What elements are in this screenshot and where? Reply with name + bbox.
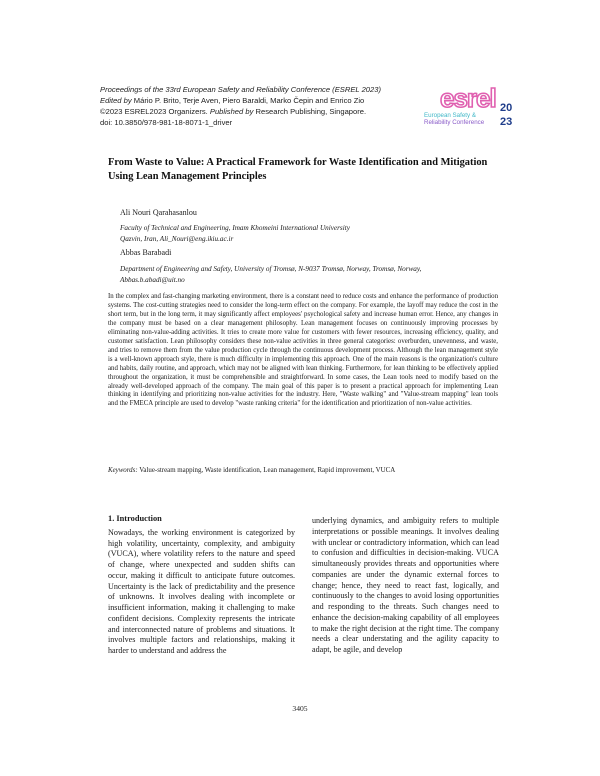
copyright-organizers: ©2023 ESREL2023 Organizers. bbox=[100, 107, 208, 116]
logo-letters: esrel bbox=[440, 83, 496, 113]
author-1-affiliation-line: Faculty of Technical and Engineering, Imam Khomeini International University bbox=[120, 224, 350, 232]
doi: doi: 10.3850/978-981-18-8071-1_driver bbox=[100, 118, 233, 127]
publisher: Research Publishing, Singapore. bbox=[255, 107, 367, 116]
copyright-line bbox=[100, 106, 420, 117]
author-2-affiliation-line: Abbas.b.abadi@uit.no bbox=[120, 275, 185, 284]
logo-year-bottom: 23 bbox=[500, 116, 513, 128]
keywords-line: Keywords: Value-stream mapping, Waste identification, Lean management, Rapid improvement, VUCA bbox=[108, 467, 396, 474]
page-number: 3405 bbox=[292, 704, 308, 713]
logo-year-top: 20 bbox=[500, 102, 513, 114]
logo-subtitle-1: European Safety & bbox=[424, 112, 476, 119]
author-2-affiliation bbox=[120, 264, 421, 285]
editors: Mário P. Brito, Terje Aven, Piero Baraldi, Marko Čepin and Enrico Zio bbox=[133, 96, 365, 105]
esrel-logo bbox=[420, 78, 520, 134]
body-text-left: Nowadays, the working environment is categorized by high volatility, uncertainty, complexity, and ambiguity (VUCA), where volatility refers to the nature and speed of change, where unexpected and sudden shifts can occur, making it difficult to anticipate future outcomes. Uncertainty is the lack of predictability and the presence of unknowns. It involves dealing with incomplete or insufficient information, making it challenging to make confident decisions. Complexity represents the intricate and interconnected nature of problems and situations. It involves multiple factors and relationships, making it harder to understand and address the bbox=[108, 527, 295, 655]
editors-line bbox=[100, 95, 420, 106]
author-2-affiliation-line: Department of Engineering and Safety, University of Tromsø, N-9037 Tromsø, Norway, Tromsø, Norway, bbox=[120, 265, 422, 273]
section-heading: 1. Introduction bbox=[108, 514, 162, 523]
paper-title: From Waste to Value: A Practical Framework for Waste Identification and Mitigation Using Lean Management Principles bbox=[108, 157, 488, 182]
proceedings-title: Proceedings of the 33rd European Safety and Reliability Conference (ESREL 2023) bbox=[100, 85, 382, 94]
proceedings-header bbox=[100, 84, 420, 128]
abstract: In the complex and fast-changing marketing environment, there is a constant need to reduce costs and enhance the performance of production systems. The cost-cutting strategies need to consider the long-term effect on the company. For example, the layoff may reduce the cost in the short term, but in the long term, it may significantly affect employees' psychological safety and increase human error. Hence, any changes in the company must be based on a clear management philosophy. Lean management focuses on continuously improving processes by eliminating non-value-adding activities. It tries to create more value for customers with fewer resources, increasing efficiency, quality, and customer satisfaction. Lean philosophy considers these non-value activities in three general categories: overburden, unevenness, and waste, and tries to remove them from the value production cycle through the continuous development process. Although the lean management style is a well-known approach style, there is much difficulty in implementing this approach. One of the main reasons is the organization's culture and habits, daily routine, and approach, which may not be aligned with lean thinking. Furthermore, for lean thinking to be effectively applied throughout the organization, it must be comprehensible and straightforward. In some cases, the Lean tools need to modify based on the already well-developed approach of the company. The main goal of this paper is to present a practical approach for implementing Lean thinking in identifying and prioritizing non-value activities for the industry. Here, "Waste walking" and "Value-stream mapping" lean tools and the FMECA principle are used to develop "waste ranking criteria" for the identification and prioritization of non-value activities. bbox=[108, 293, 498, 408]
body-column-left bbox=[108, 514, 295, 657]
edited-prefix: Edited by bbox=[100, 96, 132, 105]
published-prefix: Published by bbox=[209, 107, 254, 116]
body-column-right bbox=[312, 516, 499, 656]
author-1-affiliation bbox=[120, 223, 350, 244]
keywords-label: Keywords bbox=[108, 467, 136, 474]
author-1-affiliation-line: Qazvin, Iran, Ali_Nouri@eng.ikiu.ac.ir bbox=[120, 234, 234, 243]
body-text-right: underlying dynamics, and ambiguity refers to multiple interpretations or possible meanings. It involves dealing with unclear or contradictory information, which can lead to confusion and difficulties in decision-making. VUCA simultaneously provides threats and opportunities where companies are under the dynamic external forces to change; hence, they need to react fast, logically, and continuously to the changes to avoid losing opportunities and responding to the threats. Such changes need to enhance the decision-making capability of all employees to make the right decision at the right time. The company needs a clear understating and the agility capacity to adapt, be agile, and develop bbox=[312, 516, 499, 654]
author-1-name: Ali Nouri Qarahasanlou bbox=[120, 208, 197, 217]
logo-subtitle-2: Reliability Conference bbox=[424, 119, 485, 126]
author-2-name: Abbas Barabadi bbox=[120, 248, 172, 257]
keywords: Value-stream mapping, Waste identification, Lean management, Rapid improvement, VUCA bbox=[139, 467, 396, 474]
